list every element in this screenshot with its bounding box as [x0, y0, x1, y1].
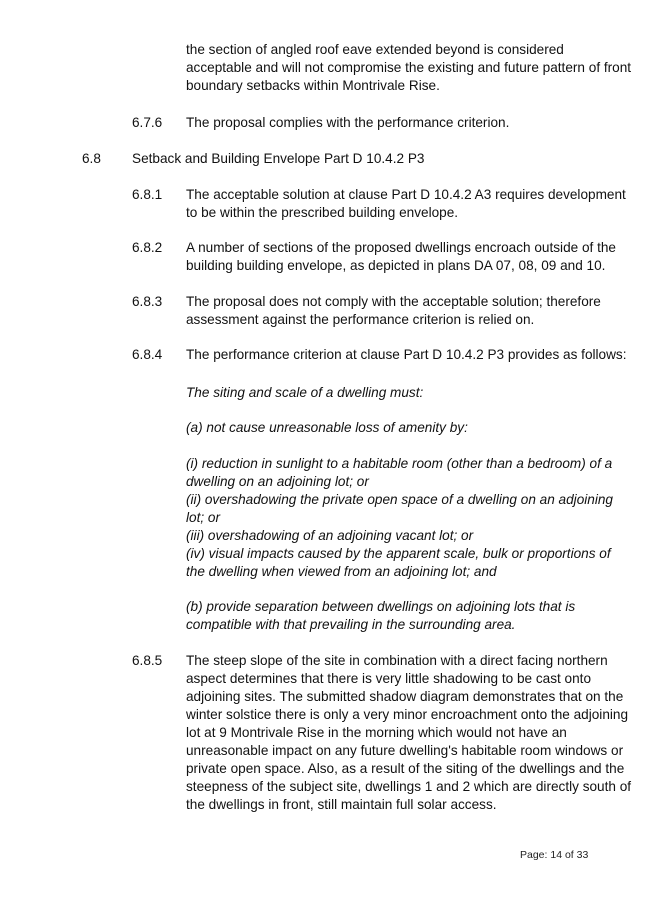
- para-number-6-8-5: 6.8.5: [132, 653, 163, 668]
- quote-line: dwelling on an adjoining lot; or: [186, 474, 369, 489]
- para-line: A number of sections of the proposed dwellings encroach outside of the: [186, 240, 616, 255]
- para-line: The proposal complies with the performance criterion.: [186, 115, 510, 130]
- para-text-6-7-6: [186, 114, 606, 132]
- quote-line: (iv) visual impacts caused by the apparent scale, bulk or proportions of: [186, 546, 611, 561]
- quote-line: (a) not cause unreasonable loss of amenity by:: [186, 420, 468, 435]
- intro-paragraph: [186, 41, 632, 95]
- para-number-6-7-6: 6.7.6: [132, 115, 163, 130]
- para-number-6-8-2: 6.8.2: [132, 240, 163, 255]
- para-line: steepness of the subject site, dwellings 1 and 2 which are directly south of: [186, 779, 632, 794]
- para-line: to be within the prescribed building envelope.: [186, 205, 459, 220]
- quote-line: (iii) overshadowing of an adjoining vacant lot; or: [186, 528, 474, 543]
- quote-line: (ii) overshadowing the private open space of a dwelling on an adjoining: [186, 492, 613, 507]
- page-number-footer: Page: 14 of 33: [520, 849, 589, 861]
- section-number-6-8: 6.8: [82, 151, 101, 166]
- para-line: The proposal does not comply with the acceptable solution; therefore: [186, 294, 601, 309]
- para-text-6-8-5: [186, 652, 632, 814]
- quote-intro: [186, 384, 606, 402]
- para-number-6-8-3: 6.8.3: [132, 294, 163, 309]
- para-line: building building envelope, as depicted in plans DA 07, 08, 09 and 10.: [186, 258, 606, 273]
- intro-line: the section of angled roof eave extended beyond is considered: [186, 42, 564, 57]
- quote-item-a: [186, 419, 606, 437]
- quote-subitems: [186, 455, 613, 581]
- quote-item-b: [186, 598, 606, 634]
- para-line: The acceptable solution at clause Part D 10.4.2 A3 requires development: [186, 187, 626, 202]
- para-line: winter solstice there is only a very minor encroachment onto the adjoining: [186, 707, 629, 722]
- para-text-6-8-3: [186, 293, 606, 329]
- quote-line: The siting and scale of a dwelling must:: [186, 385, 424, 400]
- para-line: The performance criterion at clause Part D 10.4.2 P3 provides as follows:: [186, 347, 627, 362]
- para-line: the dwellings in front, still maintain full solar access.: [186, 797, 497, 812]
- para-line: unreasonable impact on any future dwelling's habitable room windows or: [186, 743, 624, 758]
- quote-line: (b) provide separation between dwellings on adjoining lots that is: [186, 599, 576, 614]
- para-text-6-8-4: [186, 346, 627, 364]
- para-number-6-8-4: 6.8.4: [132, 347, 163, 362]
- para-line: aspect determines that there is very little shadowing to be cast onto: [186, 671, 592, 686]
- para-line: assessment against the performance criterion is relied on.: [186, 312, 535, 327]
- intro-line: boundary setbacks within Montrivale Rise.: [186, 78, 440, 93]
- quote-line: lot; or: [186, 510, 220, 525]
- quote-line: compatible with that prevailing in the surrounding area.: [186, 617, 516, 632]
- intro-line: acceptable and will not compromise the existing and future pattern of front: [186, 60, 632, 75]
- para-line: adjoining sites. The submitted shadow diagram demonstrates that on the: [186, 689, 624, 704]
- section-title-6-8: Setback and Building Envelope Part D 10.4.2 P3: [132, 151, 425, 166]
- para-line: lot at 9 Montrivale Rise in the morning which would not have an: [186, 725, 567, 740]
- para-number-6-8-1: 6.8.1: [132, 187, 163, 202]
- para-line: private open space. Also, as a result of the siting of the dwellings and the: [186, 761, 625, 776]
- quote-line: (i) reduction in sunlight to a habitable room (other than a bedroom) of a: [186, 456, 613, 471]
- para-text-6-8-2: [186, 239, 616, 275]
- quote-line: the dwelling when viewed from an adjoining lot; and: [186, 564, 497, 579]
- para-text-6-8-1: [186, 186, 626, 222]
- para-line: The steep slope of the site in combination with a direct facing northern: [186, 653, 608, 668]
